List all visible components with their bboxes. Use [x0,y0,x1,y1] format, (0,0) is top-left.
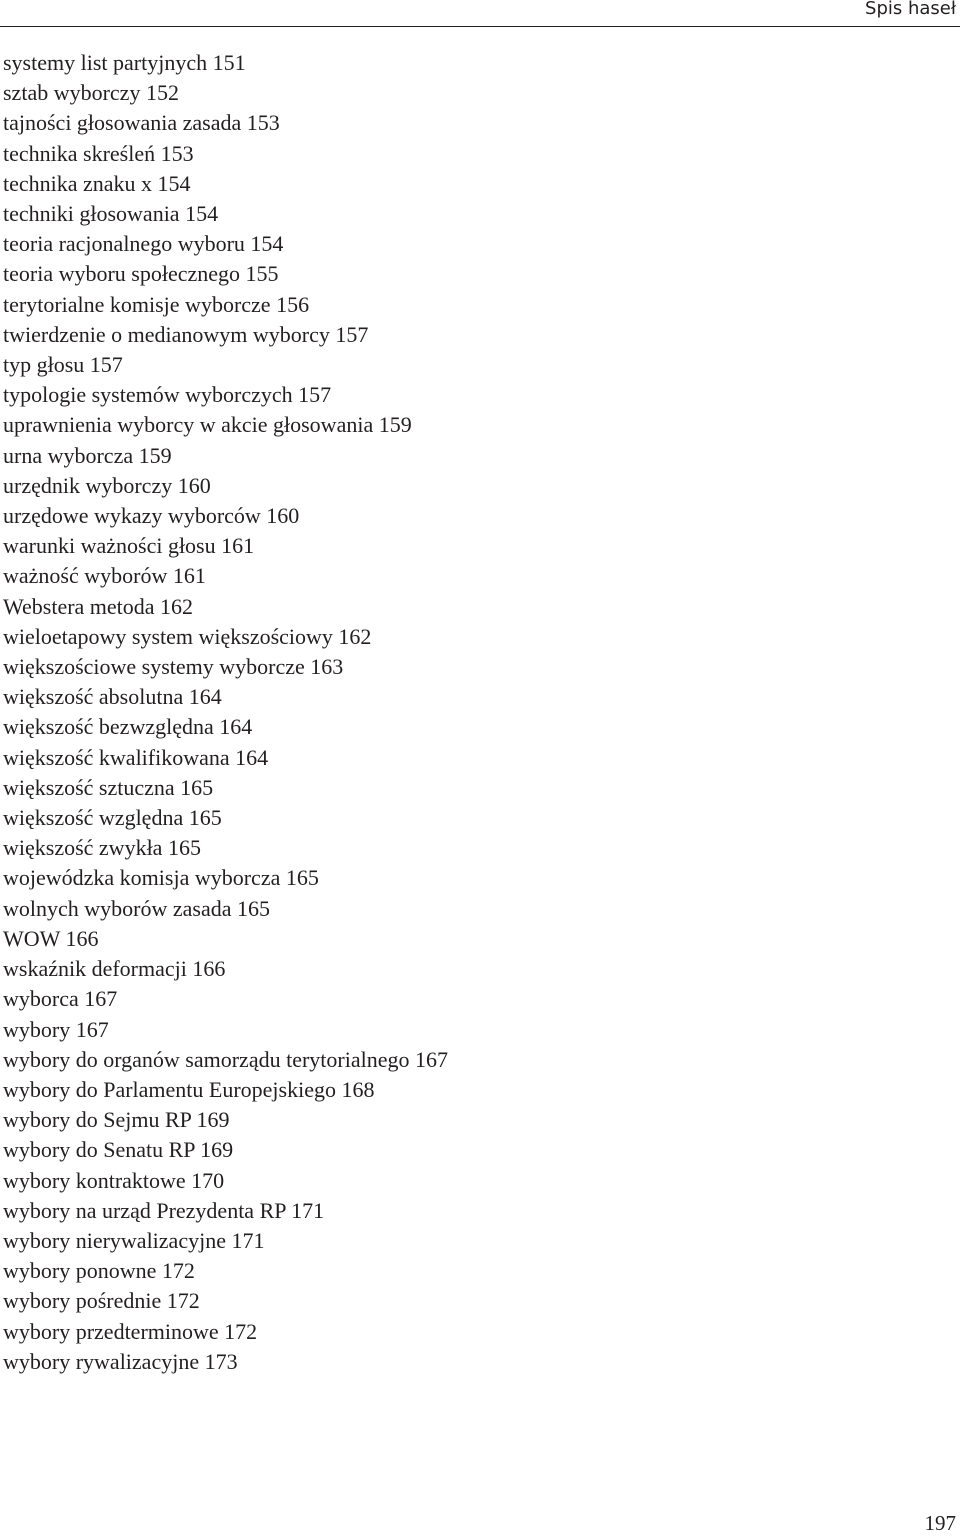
index-entry: wybory 167 [3,1016,109,1042]
index-entry: większość sztuczna 165 [3,774,214,800]
index-entry: wieloetapowy system większościowy 162 [3,623,372,649]
index-entry: technika znaku x 154 [3,170,191,196]
index-entry: uprawnienia wyborcy w akcie głosowania 159 [3,412,412,438]
index-entry: urzędnik wyborczy 160 [3,472,211,498]
index-entry: Webstera metoda 162 [3,593,194,619]
index-entry: twierdzenie o medianowym wyborcy 157 [3,321,369,347]
header-rule [0,26,960,27]
index-entry: warunki ważności głosu 161 [3,533,255,559]
index-entry: wolnych wyborów zasada 165 [3,895,270,921]
index-entry: wybory do Sejmu RP 169 [3,1107,230,1133]
index-group-s [3,48,448,108]
index-group-w [3,531,448,1377]
index-entry: większościowe systemy wyborcze 163 [3,654,344,680]
index-entry: wybory nierywalizacyjne 171 [3,1227,265,1253]
index-entry: wybory do Parlamentu Europejskiego 168 [3,1076,375,1102]
page-number: 197 [924,1511,956,1535]
index-group-list [3,410,448,531]
index-entry: wybory przedterminowe 172 [3,1318,258,1344]
index-group-list [3,531,448,1377]
index-group-u [3,410,448,531]
index-entry: wybory do Senatu RP 169 [3,1137,234,1163]
index-entry: typ głosu 157 [3,352,123,378]
index-entry: systemy list partyjnych 151 [3,50,246,75]
index-group-list [3,108,448,410]
index-entry: ważność wyborów 161 [3,563,206,589]
index-group-t [3,108,448,410]
index-entry: większość względna 165 [3,805,222,831]
index-entry: większość kwalifikowana 164 [3,744,269,770]
index-entry: większość absolutna 164 [3,684,222,710]
index-entry: wojewódzka komisja wyborcza 165 [3,865,319,891]
index-entry: wybory ponowne 172 [3,1258,195,1284]
index-group-list [3,48,448,108]
index-entry: większość zwykła 165 [3,835,201,861]
index-entry: typologie systemów wyborczych 157 [3,382,332,408]
index-entry: technika skreśleń 153 [3,140,194,166]
index-entry: wybory na urząd Prezydenta RP 171 [3,1197,325,1223]
index-entry: urzędowe wykazy wyborców 160 [3,503,300,529]
index-entry: wybory pośrednie 172 [3,1288,200,1314]
index-entry: sztab wyborczy 152 [3,80,179,106]
index-entry: tajności głosowania zasada 153 [3,110,280,136]
index-entry: wyborca 167 [3,986,118,1012]
index-entry: większość bezwzględna 164 [3,714,253,740]
index-entry: wybory do organów samorządu terytorialnego 167 [3,1046,448,1072]
index-entry: WOW 166 [3,925,99,951]
index-list [3,48,448,1377]
index-entry: teoria wyboru społecznego 155 [3,261,279,287]
index-entry: urna wyborcza 159 [3,442,172,468]
index-entry: terytorialne komisje wyborcze 156 [3,291,310,317]
running-header-section-title: Spis haseł [865,0,956,19]
index-entry: teoria racjonalnego wyboru 154 [3,231,284,257]
index-entry: wskaźnik deformacji 166 [3,956,226,982]
index-entry: wybory rywalizacyjne 173 [3,1348,238,1374]
index-entry: techniki głosowania 154 [3,201,219,227]
index-entry: wybory kontraktowe 170 [3,1167,225,1193]
